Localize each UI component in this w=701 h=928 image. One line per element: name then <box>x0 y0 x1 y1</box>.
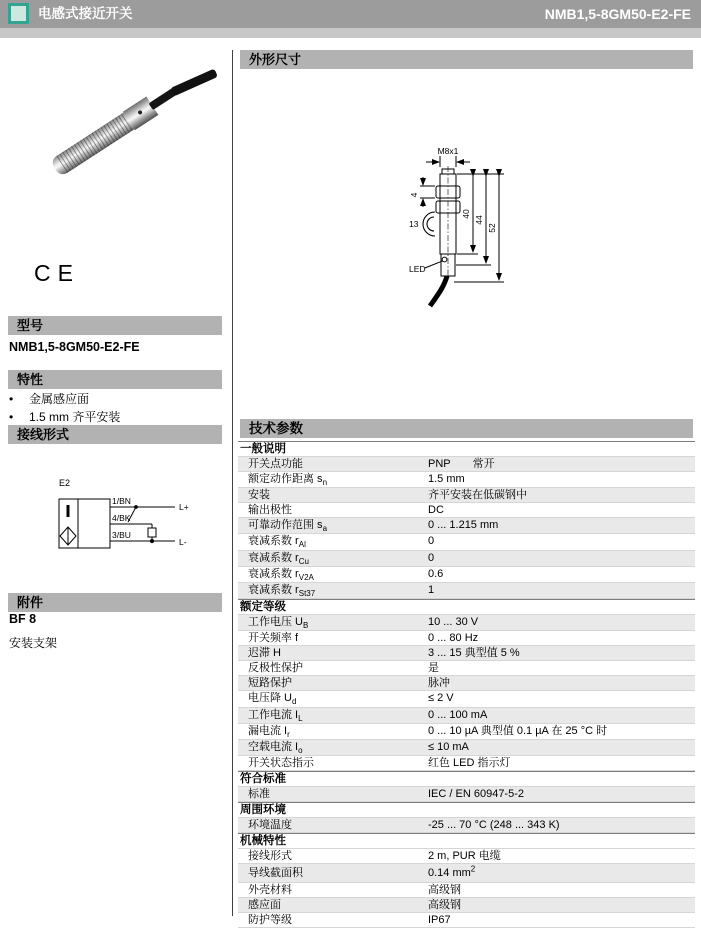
tech-row <box>238 849 695 864</box>
section-bar-accessories: 附件 <box>8 593 222 612</box>
tech-row-value: 0 ... 80 Hz <box>428 632 479 645</box>
tech-row <box>238 631 695 646</box>
wiring-variant-label: E2 <box>59 478 71 488</box>
tech-row <box>238 691 695 707</box>
tech-row <box>238 503 695 518</box>
terminal-plus-label: L+ <box>179 502 189 512</box>
tech-row-label: 漏电流 $I_r$ <box>248 724 290 739</box>
tech-row <box>238 818 695 833</box>
tech-row-value: 0 ... 1.215 mm <box>428 519 499 532</box>
product-photo <box>30 60 220 195</box>
dim-nut-width-label: 4 <box>409 192 419 198</box>
dim-40-label: 40 <box>461 209 471 219</box>
sensor-thread <box>56 113 134 173</box>
bullet-icon: • <box>9 392 14 406</box>
page-title: 电感式接近开关 <box>38 6 133 21</box>
tech-row <box>238 756 695 771</box>
bullet-icon: • <box>9 410 14 424</box>
tech-row-label: 短路保护 <box>248 677 292 690</box>
dim-44-label: 44 <box>474 215 484 225</box>
tech-row-label: 工作电流 $I_L$ <box>248 708 303 723</box>
tech-row <box>238 488 695 503</box>
tech-row-label: 衰减系数 $r_{Al}$ <box>248 535 306 550</box>
tech-row <box>238 883 695 898</box>
tech-row-label: 空载电流 $I_o$ <box>248 740 303 756</box>
tech-row-label: 输出极性 <box>248 504 292 517</box>
tech-row-value: IEC / EN 60947-5-2 <box>428 788 524 801</box>
tech-row <box>238 518 695 534</box>
tech-row-label: 导线截面积 <box>248 867 303 880</box>
dim-thread-label: M8x1 <box>437 146 459 156</box>
tech-row-label: 迟滞 H <box>248 647 281 660</box>
tech-row-label: 安装 <box>248 489 270 502</box>
tech-row-label: 电压降 $U_d$ <box>248 692 297 707</box>
tech-row-label: 感应面 <box>248 899 281 912</box>
tech-row <box>238 708 695 724</box>
wire-pin3-label: 3/BU <box>112 530 131 540</box>
dimension-drawing <box>373 146 583 326</box>
dim-52-label: 52 <box>487 223 497 233</box>
tech-row-label: 开关状态指示 <box>248 757 314 770</box>
tech-row <box>238 676 695 691</box>
wire-pin2-label: 4/BK <box>112 513 131 523</box>
tech-row-value: ≤ 2 V <box>428 692 454 705</box>
feature-item <box>9 408 120 426</box>
sensor-cable-end <box>170 69 218 97</box>
section-bar-tech: 技术参数 <box>240 419 693 438</box>
model-number: NMB1,5-8GM50-E2-FE <box>9 340 140 354</box>
tech-row <box>238 864 695 883</box>
feature-text: 金属感应面 <box>29 392 90 406</box>
tech-row-label: 额定动作距离 $s_n$ <box>248 473 328 488</box>
section-bar-dimensions: 外形尺寸 <box>240 50 693 69</box>
feature-item <box>9 390 120 408</box>
tech-row <box>238 724 695 740</box>
dim-wrench-size-label: 13 <box>409 219 419 229</box>
accessory-model: BF 8 <box>9 612 37 626</box>
tech-row-value: 1.5 mm <box>428 473 465 485</box>
column-divider <box>232 50 233 916</box>
tech-row-value: 高级钢 <box>428 884 461 897</box>
tech-row-value: PNP <box>428 458 451 470</box>
tech-row-value: 0.6 <box>428 567 444 580</box>
tech-section-row: 周围环境 <box>238 802 695 818</box>
tech-row-value: 2 m, PUR 电缆 <box>428 850 501 863</box>
section-bar-model: 型号 <box>8 316 222 335</box>
tech-row-value: 10 ... 30 V <box>428 616 479 629</box>
tech-row <box>238 898 695 913</box>
tech-row-label: 衰减系数 $r_{St37}$ <box>248 583 316 599</box>
tech-row <box>238 472 695 488</box>
tech-row-value: -25 ... 70 °C (248 ... 343 K) <box>428 819 560 832</box>
tech-row <box>238 534 695 550</box>
tech-row <box>238 567 695 583</box>
tech-row-value: 红色 LED 指示灯 <box>428 757 511 770</box>
tech-row-label: 衰减系数 $r_{Cu}$ <box>248 551 309 566</box>
tech-row-value: IP67 <box>428 914 451 927</box>
brand-logo-icon <box>8 3 29 24</box>
tech-row-value: 是 <box>428 662 439 675</box>
tech-row-label: 接线形式 <box>248 850 292 863</box>
sensor-illustration <box>49 78 187 178</box>
tech-row-value: DC <box>428 504 444 517</box>
tech-row-label: 外壳材料 <box>248 884 292 897</box>
tech-row-label: 工作电压 $U_B$ <box>248 616 309 631</box>
wire-pin1-label: 1/BN <box>112 496 131 506</box>
tech-table <box>238 441 695 928</box>
tech-row-value: 齐平安装在低碳钢中 <box>428 489 527 502</box>
tech-row <box>238 661 695 676</box>
tech-section-row: 额定等级 <box>238 599 695 615</box>
tech-row-value: 0 ... 100 mA <box>428 708 488 721</box>
tech-row-value: 0 <box>428 551 435 564</box>
tech-row <box>238 583 695 599</box>
tech-row-value: 0.14 $mm^2$ <box>428 864 476 880</box>
tech-row <box>238 551 695 567</box>
tech-row-label: 标准 <box>248 788 270 801</box>
terminal-minus-label: L- <box>179 537 187 547</box>
tech-row-value: 高级钢 <box>428 899 461 912</box>
tech-row-label: 衰减系数 $r_{V2A}$ <box>248 567 314 582</box>
tech-row-label: 环境温度 <box>248 819 292 832</box>
accessory-description: 安装支架 <box>9 636 58 650</box>
tech-row <box>238 740 695 756</box>
tech-section-row: 符合标准 <box>238 771 695 787</box>
tech-row-value: 0 <box>428 535 435 548</box>
tech-row-label: 防护等级 <box>248 914 292 927</box>
feature-text: 1.5 mm 齐平安装 <box>29 410 121 424</box>
tech-row-label: 开关点功能 <box>248 458 303 470</box>
dim-led-label: LED <box>409 264 426 274</box>
tech-row <box>238 787 695 802</box>
top-header-bar <box>0 0 701 28</box>
feature-list <box>9 390 120 426</box>
tech-row-value2: 常开 <box>472 458 495 470</box>
tech-row <box>238 457 695 472</box>
tech-row-label: 开关频率 f <box>248 632 299 645</box>
tech-row-value: 1 <box>428 583 435 596</box>
section-bar-features: 特性 <box>8 370 222 389</box>
section-bar-connection: 接线形式 <box>8 425 222 444</box>
tech-row-label: 可靠动作范围 $s_a$ <box>248 519 328 534</box>
header-model-number: NMB1,5-8GM50-E2-FE <box>544 6 691 22</box>
tech-section-row: 机械特性 <box>238 833 695 849</box>
ce-mark: CE <box>34 260 80 286</box>
tech-row-value: 0 ... 10 µA 典型值 0.1 µA 在 25 °C 时 <box>428 724 608 737</box>
tech-row-label: 反极性保护 <box>248 662 303 675</box>
tech-section-row: 一般说明 <box>238 441 695 457</box>
header-substrip <box>0 28 701 38</box>
tech-row <box>238 615 695 631</box>
tech-row-value: ≤ 10 mA <box>428 740 469 753</box>
tech-row <box>238 913 695 928</box>
tech-row-value: 3 ... 15 典型值 5 % <box>428 647 520 660</box>
tech-row-value: 脉冲 <box>428 677 450 690</box>
wiring-diagram <box>45 475 195 565</box>
tech-row <box>238 646 695 661</box>
